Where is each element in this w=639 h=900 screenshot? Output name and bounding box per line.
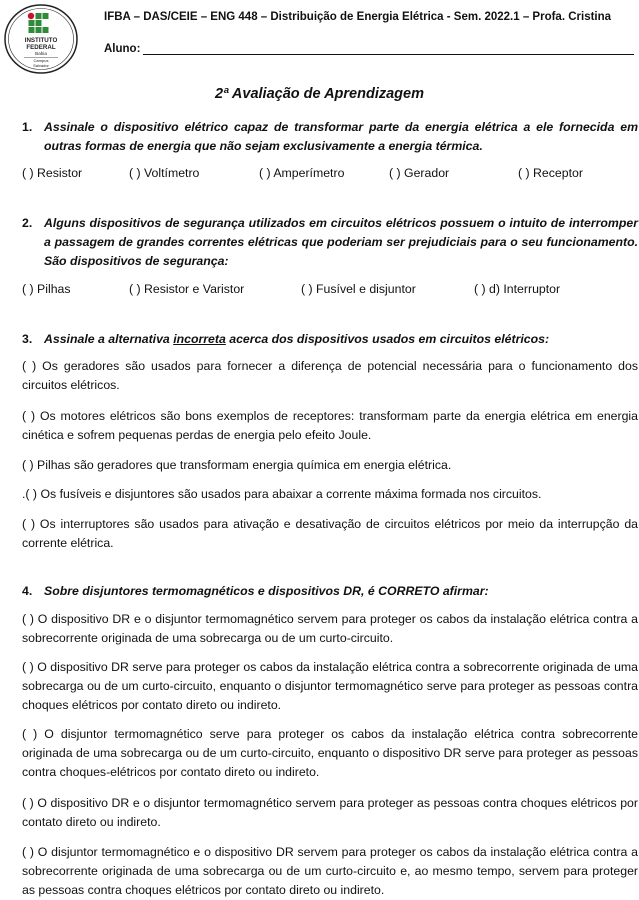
question-1-number: 1. [22,120,33,134]
q2-option-fusivel-disjuntor[interactable]: ( ) Fusível e disjuntor [301,282,416,296]
q4-item-4[interactable]: ( ) O dispositivo DR e o disjuntor termomagnético servem para proteger as pessoas contra choques elétricos por contato direto ou indireto. [22,796,638,829]
question-1-options [22,166,638,184]
q3-item-4[interactable]: .( ) Os fusíveis e disjuntores são usados para abaixar a corrente máxima formada nos circuitos. [22,487,542,501]
question-3-text [44,330,638,349]
q2-option-interruptor[interactable]: ( ) d) Interruptor [474,282,561,296]
question-2-text: Alguns dispositivos de segurança utilizados em circuitos elétricos possuem o intuito de interromper a passagem de grandes correntes elétricas que poderiam ser prejudiciais para o seu funcionamento. São dispositivos de segurança: [44,216,638,268]
q3-item-1[interactable]: ( ) Os geradores são usados para fornecer a diferença de potencial necessária para o funcionamento dos circuitos elétricos. [22,359,638,392]
question-2 [22,214,638,271]
logo-text-4: Campus [33,58,49,63]
question-1-text: Assinale o dispositivo elétrico capaz de transformar parte da energia elétrica a ele fornecida em outras formas de energia que não sejam exclusivamente a energia térmica. [44,120,638,153]
question-3 [22,330,638,349]
question-2-number: 2. [22,216,33,230]
q3-item-5[interactable]: ( ) Os interruptores são usados para ativação e desativação de circuitos elétricos por meio da interrupção da corrente elétrica. [22,517,638,550]
logo-text-2: FEDERAL [26,44,56,51]
question-4 [22,582,638,601]
question-4-number: 4. [22,584,33,598]
question-3-text-b: acerca dos dispositivos usados em circuitos elétricos: [225,332,550,346]
q2-option-resistor-varistor[interactable]: ( ) Resistor e Varistor [129,282,245,296]
q3-item-2[interactable]: ( ) Os motores elétricos são bons exemplos de receptores: transformam parte da energia elétrica em energia cinética e sofrem pequenas perdas de energia pelo efeito Joule. [22,409,638,442]
ifba-logo [4,4,78,74]
question-4-text: Sobre disjuntores termomagnéticos e dispositivos DR, é CORRETO afirmar: [44,584,489,598]
q2-option-pilhas[interactable]: ( ) Pilhas [22,282,71,296]
q3-item-3[interactable]: ( ) Pilhas são geradores que transformam energia química em energia elétrica. [22,458,452,472]
question-3-number: 3. [22,332,33,346]
q4-item-3[interactable]: ( ) O disjuntor termomagnético serve para proteger os cabos da instalação elétrica contra sobrecorrente originada de uma sobrecarga ou de um curto-circuito, enquanto o dispositivo DR serve para proteger as pessoas contra choques-elétricos por contato direto ou indireto. [22,727,638,779]
question-2-options [22,282,638,300]
question-3-text-a: Assinale a alternativa [44,332,174,346]
question-1 [22,118,638,156]
logo-text-3: Bahia [35,51,47,56]
q4-item-2[interactable]: ( ) O dispositivo DR serve para proteger os cabos da instalação elétrica contra a sobrecorrente originada de uma sobrecarga ou de um curto-circuito, enquanto o disjuntor termomagnético serve para proteger as pessoas contra choques elétricos por contato direto ou indireto. [22,660,638,712]
student-name-blank[interactable] [143,44,634,55]
page-title: 2ª Avaliação de Aprendizagem [215,86,424,102]
logo-text-1: INSTITUTO [24,37,58,44]
question-3-text-underlined: incorreta [173,332,226,346]
q1-option-receptor[interactable]: ( ) Receptor [518,166,583,180]
q1-option-gerador[interactable]: ( ) Gerador [389,166,450,180]
document-header [104,11,634,55]
course-line: IFBA – DAS/CEIE – ENG 448 – Distribuição de Energia Elétrica - Sem. 2022.1 – Profa. Cristina [104,11,612,23]
q4-item-5[interactable]: ( ) O disjuntor termomagnético e o dispositivo DR servem para proteger os cabos da instalação elétrica contra a sobrecorrente originada de uma sobrecarga ou de um curto-circuito e, ao mesmo tempo, servem para proteger as pessoas contra choques elétricos por contato direto ou indireto. [22,845,638,897]
logo-text-5: Salvador [33,63,49,68]
q1-option-amperimetro[interactable]: ( ) Amperímetro [259,166,345,180]
student-line [104,43,634,55]
q1-option-resistor[interactable]: ( ) Resistor [22,166,83,180]
q4-item-1[interactable]: ( ) O dispositivo DR e o disjuntor termomagnético servem para proteger os cabos da instalação elétrica contra a sobrecorrente originada de uma sobrecarga ou de um curto-circuito. [22,612,638,645]
student-label: Aluno: [104,43,141,55]
q1-option-voltimetro[interactable]: ( ) Voltímetro [129,166,200,180]
